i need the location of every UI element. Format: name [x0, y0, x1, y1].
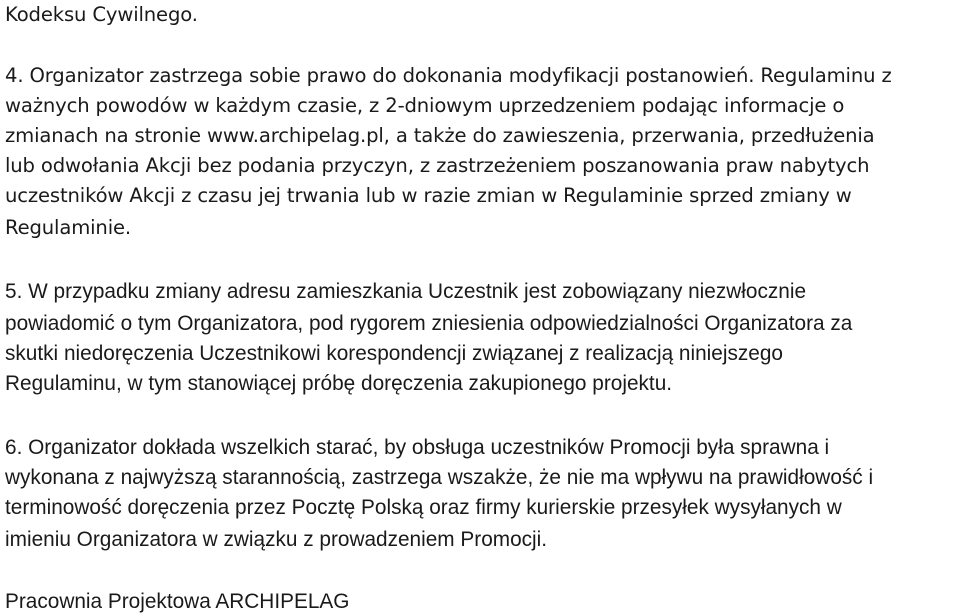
paragraph-line: terminowość doręczenia przez Pocztę Polską oraz firmy kurierskie przesyłek wysyłanych w [5, 496, 842, 519]
paragraph-line: Regulaminu, w tym stanowiącej próbę doręczenia zakupionego projektu. [5, 372, 673, 395]
paragraph-line: 6. Organizator dokłada wszelkich starać, by obsługa uczestników Promocji była sprawna i [5, 436, 830, 459]
paragraph-line: powiadomić o tym Organizatora, pod rygorem zniesienia odpowiedzialności Organizatora za [5, 312, 853, 335]
paragraph-line: 5. W przypadku zmiany adresu zamieszkania Uczestnik jest zobowiązany niezwłocznie [5, 280, 807, 303]
paragraph-line: lub odwołania Akcji bez podania przyczyn, z zastrzeżeniem poszanowania praw nabytych [5, 154, 870, 177]
paragraph-line: 4. Organizator zastrzega sobie prawo do dokonania modyfikacji postanowień. Regulaminu z [5, 64, 892, 87]
intro-line: Kodeksu Cywilnego. [5, 3, 198, 26]
paragraph-line: imieniu Organizatora w związku z prowadzeniem Promocji. [5, 528, 548, 551]
paragraph-line: skutki niedoręczenia Uczestnikowi korespondencji związanej z realizacją niniejszego [5, 342, 783, 365]
paragraph-line: Regulaminie. [5, 216, 131, 239]
signature: Pracownia Projektowa ARCHIPELAG [5, 590, 350, 613]
paragraph-line: zmianach na stronie www.archipelag.pl, a także do zawieszenia, przerwania, przedłużenia [5, 124, 875, 147]
paragraph-line: uczestników Akcji z czasu jej trwania lub w razie zmian w Regulaminie sprzed zmiany w [5, 184, 852, 207]
paragraph-line: wykonana z najwyższą starannością, zastrzega wszakże, że nie ma wpływu na prawidłowość i [5, 466, 874, 489]
paragraph-line: ważnych powodów w każdym czasie, z 2-dniowym uprzedzeniem podając informacje o [5, 94, 845, 117]
